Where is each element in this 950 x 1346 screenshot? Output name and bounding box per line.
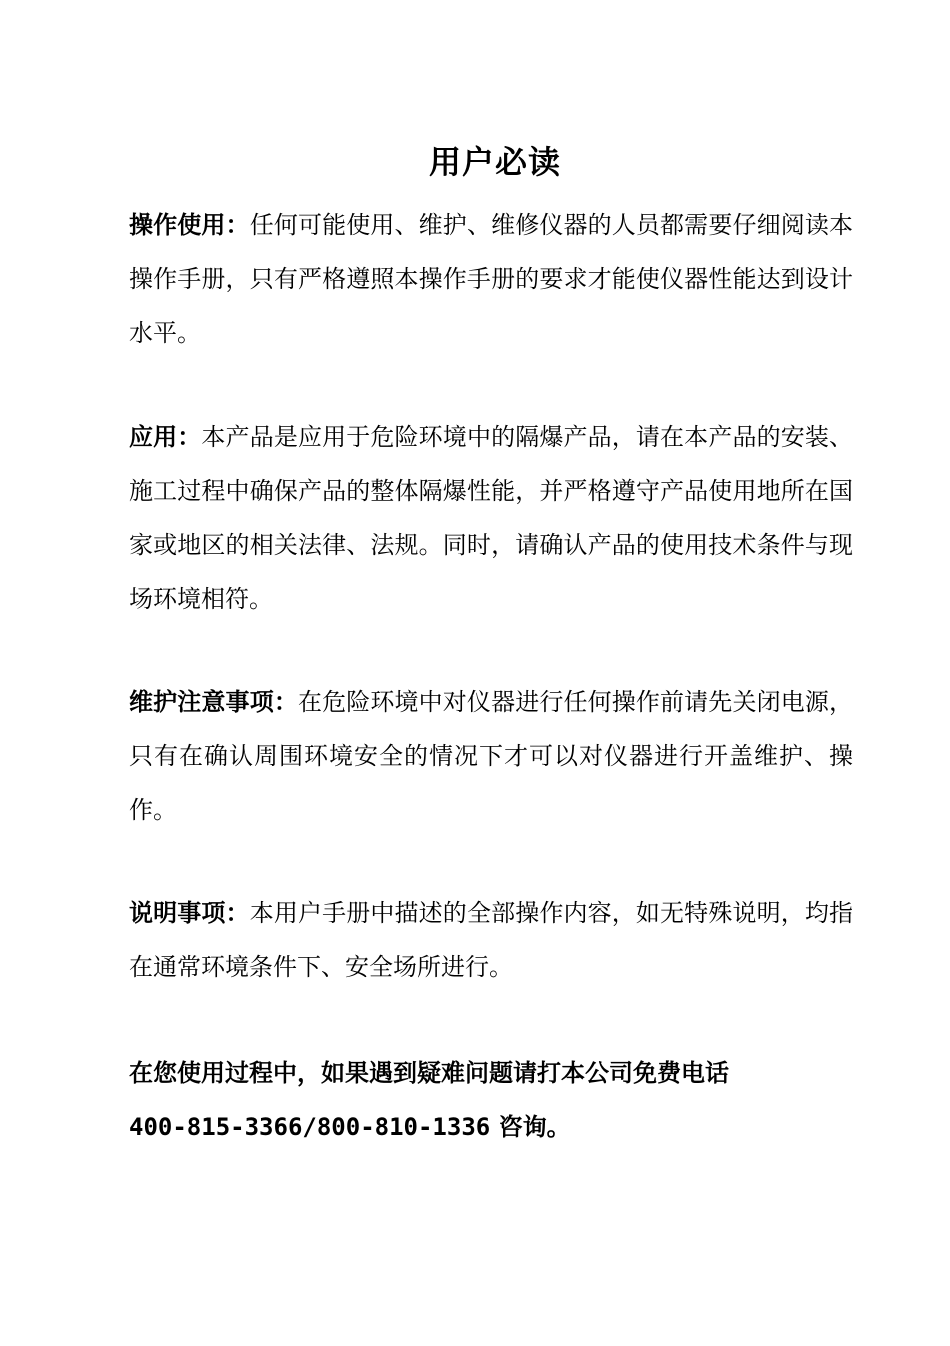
section-label: 说明事项： — [129, 898, 250, 927]
contact-info — [129, 1046, 853, 1154]
contact-phone-line — [129, 1100, 853, 1154]
section-text: 本产品是应用于危险环境中的隔爆产品，请在本产品的安装、施工过程中确保产品的整体隔爆性能，并严格遵守产品使用地所在国家或地区的相关法律、法规。同时，请确认产品的使用技术条件与现场环境相符。 — [129, 423, 854, 613]
section-explanation — [129, 886, 853, 994]
phone-numbers: 400-815-3366/800-810-1336 — [129, 1113, 491, 1141]
section-label: 维护注意事项： — [129, 687, 298, 716]
contact-line: 在您使用过程中，如果遇到疑难问题请打本公司免费电话 — [129, 1058, 729, 1087]
contact-suffix: 咨询。 — [490, 1112, 571, 1141]
section-maintenance-notes — [129, 675, 853, 837]
section-label: 应用： — [129, 422, 202, 451]
section-text: 任何可能使用、维护、维修仪器的人员都需要仔细阅读本操作手册，只有严格遵照本操作手册的要求才能使仪器性能达到设计水平。 — [129, 211, 854, 347]
section-operation-use — [129, 198, 853, 360]
page-title: 用户必读 — [428, 143, 561, 181]
section-label: 操作使用： — [129, 210, 250, 239]
section-application — [129, 410, 853, 626]
section-text: 本用户手册中描述的全部操作内容，如无特殊说明，均指在通常环境条件下、安全场所进行。 — [129, 899, 854, 981]
section-text: 在危险环境中对仪器进行任何操作前请先关闭电源，只有在确认周围环境安全的情况下才可以对仪器进行开盖维护、操作。 — [129, 688, 854, 824]
